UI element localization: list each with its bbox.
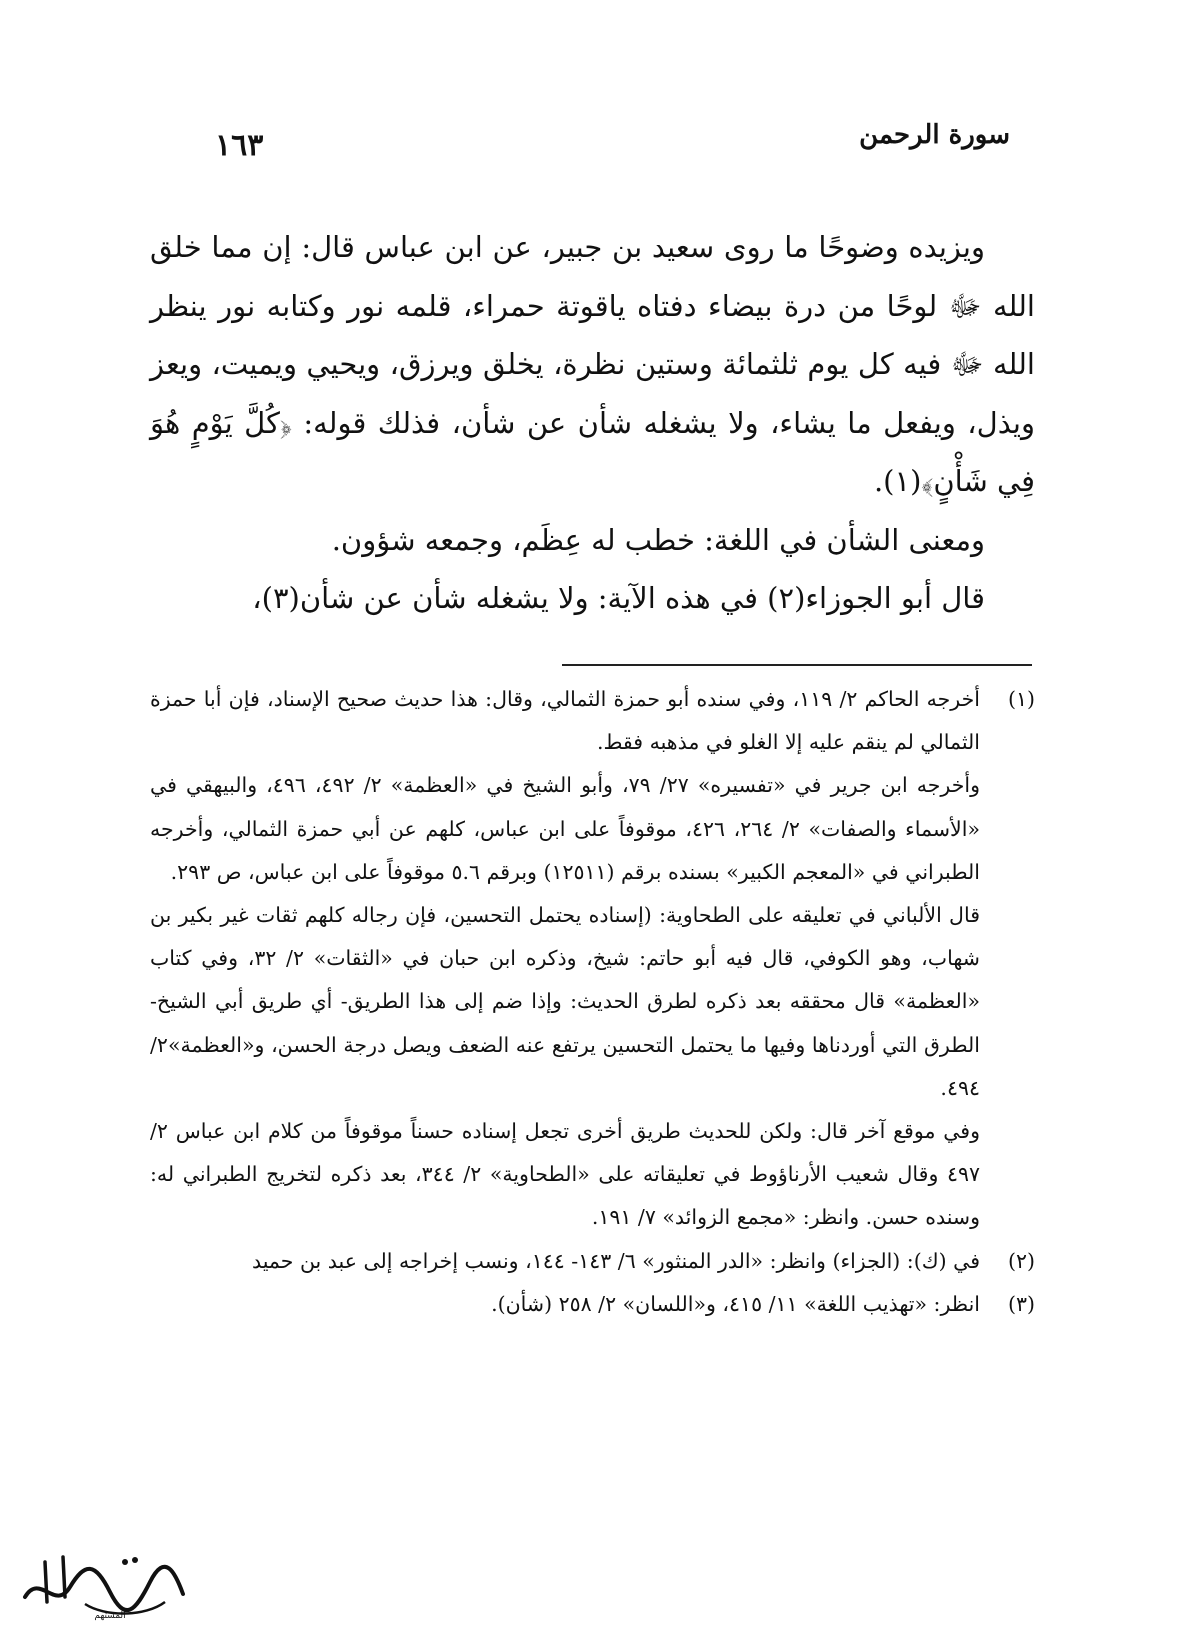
paragraph: قال أبو الجوزاء(٢) في هذه الآية: ولا يشغله شأن عن شأن(٣)،	[252, 581, 985, 615]
footnote-3	[150, 1283, 1035, 1326]
paragraph: ويزيده وضوحًا ما روى سعيد بن جبير، عن ابن عباس قال: إن مما خلق الله ﷻ لوحًا من درة بيضاء دفتاه ياقوتة حمراء، قلمه نور وكتابه نور ينظر الله ﷻ فيه كل يوم ثلثمائة وستين نظرة، يخلق ويرزق، ويحيي ويميت، ويعز ويذل، ويفعل ما يشاء، ولا يشغله شأن عن شأن، فذلك قوله: ﴿كُلَّ يَوْمٍ هُوَ فِي شَأْنٍ﴾(١).	[150, 230, 1035, 498]
footnote-line: قال الألباني في تعليقه على الطحاوية: (إسناده يحتمل التحسين، فإن رجاله كلهم ثقات غير بكير بن شهاب، وهو الكوفي، قال فيه أبو حاتم: شيخ، وذكره ابن حبان في «الثقات» ٢/ ٣٢، وفي كتاب «العظمة» قال محققه بعد ذكره لطرق الحديث: وإذا ضم إلى هذا الطريق- أي طريق أبي الشيخ- الطرق التي أوردناها وفيها ما يحتمل التحسين يرتفع عنه الضعف ويصل درجة الحسن، و«العظمة»٢/ ٤٩٤.	[150, 903, 980, 1100]
page-number: ١٦٣	[215, 128, 264, 163]
footnote-divider	[562, 664, 1032, 666]
main-text	[150, 218, 1035, 628]
calligraphy-logo-icon	[15, 1542, 190, 1622]
footnote-2	[150, 1240, 1035, 1283]
footnote-number: (٣)	[1007, 1291, 1035, 1316]
logo-caption: المستهم	[94, 1611, 126, 1621]
footnotes	[150, 678, 1035, 1326]
footnote-1	[150, 678, 1035, 1240]
paragraph: ومعنى الشأن في اللغة: خطب له عِظَم، وجمعه شؤون.	[331, 522, 985, 557]
footnote-line: وفي موقع آخر قال: ولكن للحديث طريق أخرى تجعل إسناده حسناً موقوفاً من كلام ابن عباس ٢/ ٤٩٧ وقال شعيب الأرناؤوط في تعليقاته على «الطحاوية» ٢/ ٣٤٤، بعد ذكره لتخريج الطبراني له: وسنده حسن. وانظر: «مجمع الزوائد» ٧/ ١٩١.	[150, 1119, 980, 1230]
surah-title: سورة الرحمن	[859, 120, 1010, 150]
footnote-number: (١)	[1007, 687, 1035, 711]
footnote-line: في (ك): (الجزاء) وانظر: «الدر المنثور» ٦/ ١٤٣- ١٤٤، ونسب إخراجه إلى عبد بن حميد	[251, 1248, 980, 1273]
footnote-line: وأخرجه ابن جرير في «تفسيره» ٢٧/ ٧٩، وأبو الشيخ في «العظمة» ٢/ ٤٩٢، ٤٩٦، والبيهقي في «الأسماء والصفات» ٢/ ٢٦٤، ٤٢٦، موقوفاً على ابن عباس، كلهم عن أبي حمزة الثمالي، وأخرجه الطبراني في «المعجم الكبير» بسنده برقم (١٢٥١١) وبرقم ٥.٦ موقوفاً على ابن عباس، ص ٢٩٣.	[150, 773, 980, 884]
footnote-line: انظر: «تهذيب اللغة» ١١/ ٤١٥، و«اللسان» ٢/ ٢٥٨ (شأن).	[491, 1291, 980, 1316]
calligraphy-logo-svg	[15, 1542, 190, 1622]
footnote-line: أخرجه الحاكم ٢/ ١١٩، وفي سنده أبو حمزة الثمالي، وقال: هذا حديث صحيح الإسناد، فإن أبا حمزة الثمالي لم ينقم عليه إلا الغلو في مذهبه فقط.	[150, 687, 980, 755]
footnote-number: (٢)	[1007, 1248, 1035, 1273]
page-header	[215, 120, 1010, 170]
